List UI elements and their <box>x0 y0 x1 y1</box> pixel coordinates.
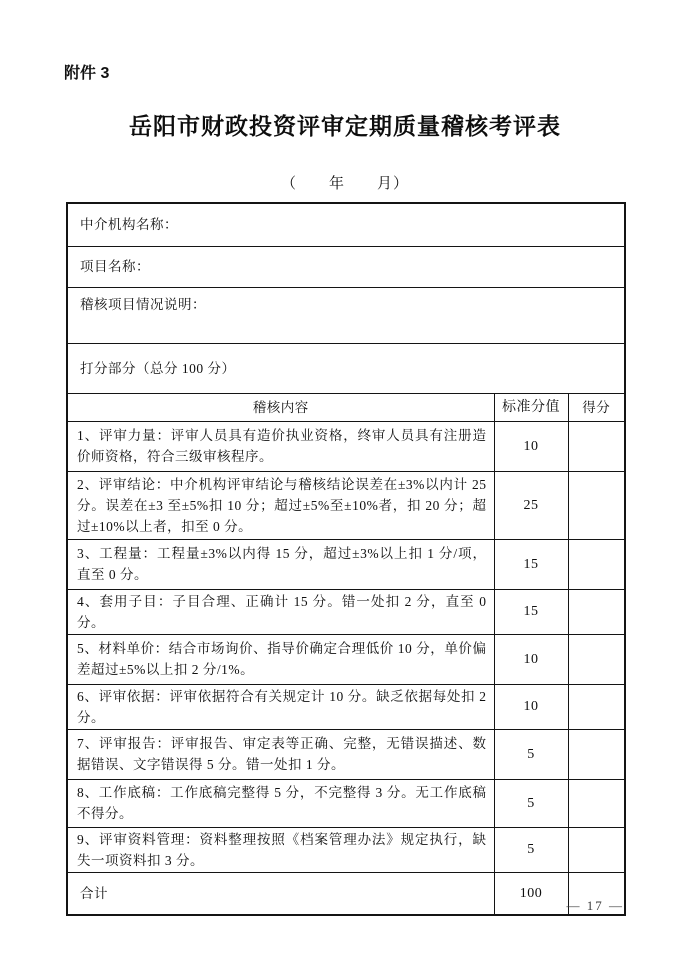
audit-item-score-cell <box>568 539 625 589</box>
date-line: （ 年 月） <box>280 176 409 192</box>
total-label: 合计 <box>67 872 494 915</box>
total-standard-score: 100 <box>494 872 568 915</box>
audit-item-content: 6、评审依据：评审依据符合有关规定计 10 分。缺乏依据每处扣 2 分。 <box>67 684 494 729</box>
audit-item-score-cell <box>568 684 625 729</box>
audit-item-content: 4、套用子目：子目合理、正确计 15 分。错一处扣 2 分，直至 0 分。 <box>67 589 494 634</box>
audit-item-standard-score: 10 <box>494 684 568 729</box>
agency-name-label: 中介机构名称： <box>67 203 625 246</box>
audit-note-row <box>67 287 625 343</box>
audit-item-row <box>67 684 625 729</box>
audit-item-row <box>67 827 625 872</box>
audit-item-score-cell <box>568 827 625 872</box>
header-standard-score: 标准分值 <box>494 393 568 421</box>
audit-item-standard-score: 15 <box>494 539 568 589</box>
table-header-row <box>67 393 625 421</box>
audit-item-score-cell <box>568 421 625 471</box>
audit-item-score-cell <box>568 634 625 684</box>
page-number: — 17 — <box>566 898 624 913</box>
audit-item-standard-score: 25 <box>494 471 568 539</box>
audit-item-row <box>67 539 625 589</box>
audit-item-standard-score: 5 <box>494 779 568 827</box>
header-score: 得分 <box>568 393 625 421</box>
audit-item-standard-score: 15 <box>494 589 568 634</box>
page-title: 岳阳市财政投资评审定期质量稽核考评表 <box>129 113 561 139</box>
audit-item-standard-score: 5 <box>494 827 568 872</box>
total-row <box>67 872 625 915</box>
agency-name-row <box>67 203 625 246</box>
audit-item-score-cell <box>568 779 625 827</box>
header-audit-content: 稽核内容 <box>67 393 494 421</box>
project-name-row <box>67 246 625 287</box>
audit-item-content: 7、评审报告：评审报告、审定表等正确、完整，无错误描述、数据错误、文字错误得 5 分。错一处扣 1 分。 <box>67 729 494 779</box>
scoring-section-row <box>67 343 625 393</box>
audit-item-content: 8、工作底稿：工作底稿完整得 5 分，不完整得 3 分。无工作底稿不得分。 <box>67 779 494 827</box>
audit-item-content: 2、评审结论：中介机构评审结论与稽核结论误差在±3%以内计 25 分。误差在±3 至±5%扣 10 分；超过±5%至±10%者，扣 20 分；超过±10%以上者，扣至 0 分。 <box>67 471 494 539</box>
audit-item-content: 3、工程量：工程量±3%以内得 15 分，超过±3%以上扣 1 分/项，直至 0 分。 <box>67 539 494 589</box>
audit-note-label: 稽核项目情况说明： <box>67 287 625 343</box>
project-name-label: 项目名称： <box>67 246 625 287</box>
audit-item-score-cell <box>568 589 625 634</box>
attachment-label: 附件 3 <box>64 65 110 82</box>
audit-item-content: 5、材料单价：结合市场询价、指导价确定合理低价 10 分，单价偏差超过±5%以上扣 2 分/1%。 <box>67 634 494 684</box>
audit-table <box>66 202 626 916</box>
audit-item-content: 9、评审资料管理：资料整理按照《档案管理办法》规定执行，缺失一项资料扣 3 分。 <box>67 827 494 872</box>
audit-item-score-cell <box>568 729 625 779</box>
audit-item-row <box>67 779 625 827</box>
audit-item-standard-score: 10 <box>494 634 568 684</box>
audit-item-standard-score: 5 <box>494 729 568 779</box>
audit-item-row <box>67 589 625 634</box>
audit-item-row <box>67 634 625 684</box>
audit-item-score-cell <box>568 471 625 539</box>
audit-item-row <box>67 471 625 539</box>
audit-item-content: 1、评审力量：评审人员具有造价执业资格，终审人员具有注册造价师资格，符合三级审核程序。 <box>67 421 494 471</box>
audit-item-row <box>67 421 625 471</box>
audit-item-standard-score: 10 <box>494 421 568 471</box>
scoring-section-label: 打分部分（总分 100 分） <box>67 343 625 393</box>
audit-item-row <box>67 729 625 779</box>
